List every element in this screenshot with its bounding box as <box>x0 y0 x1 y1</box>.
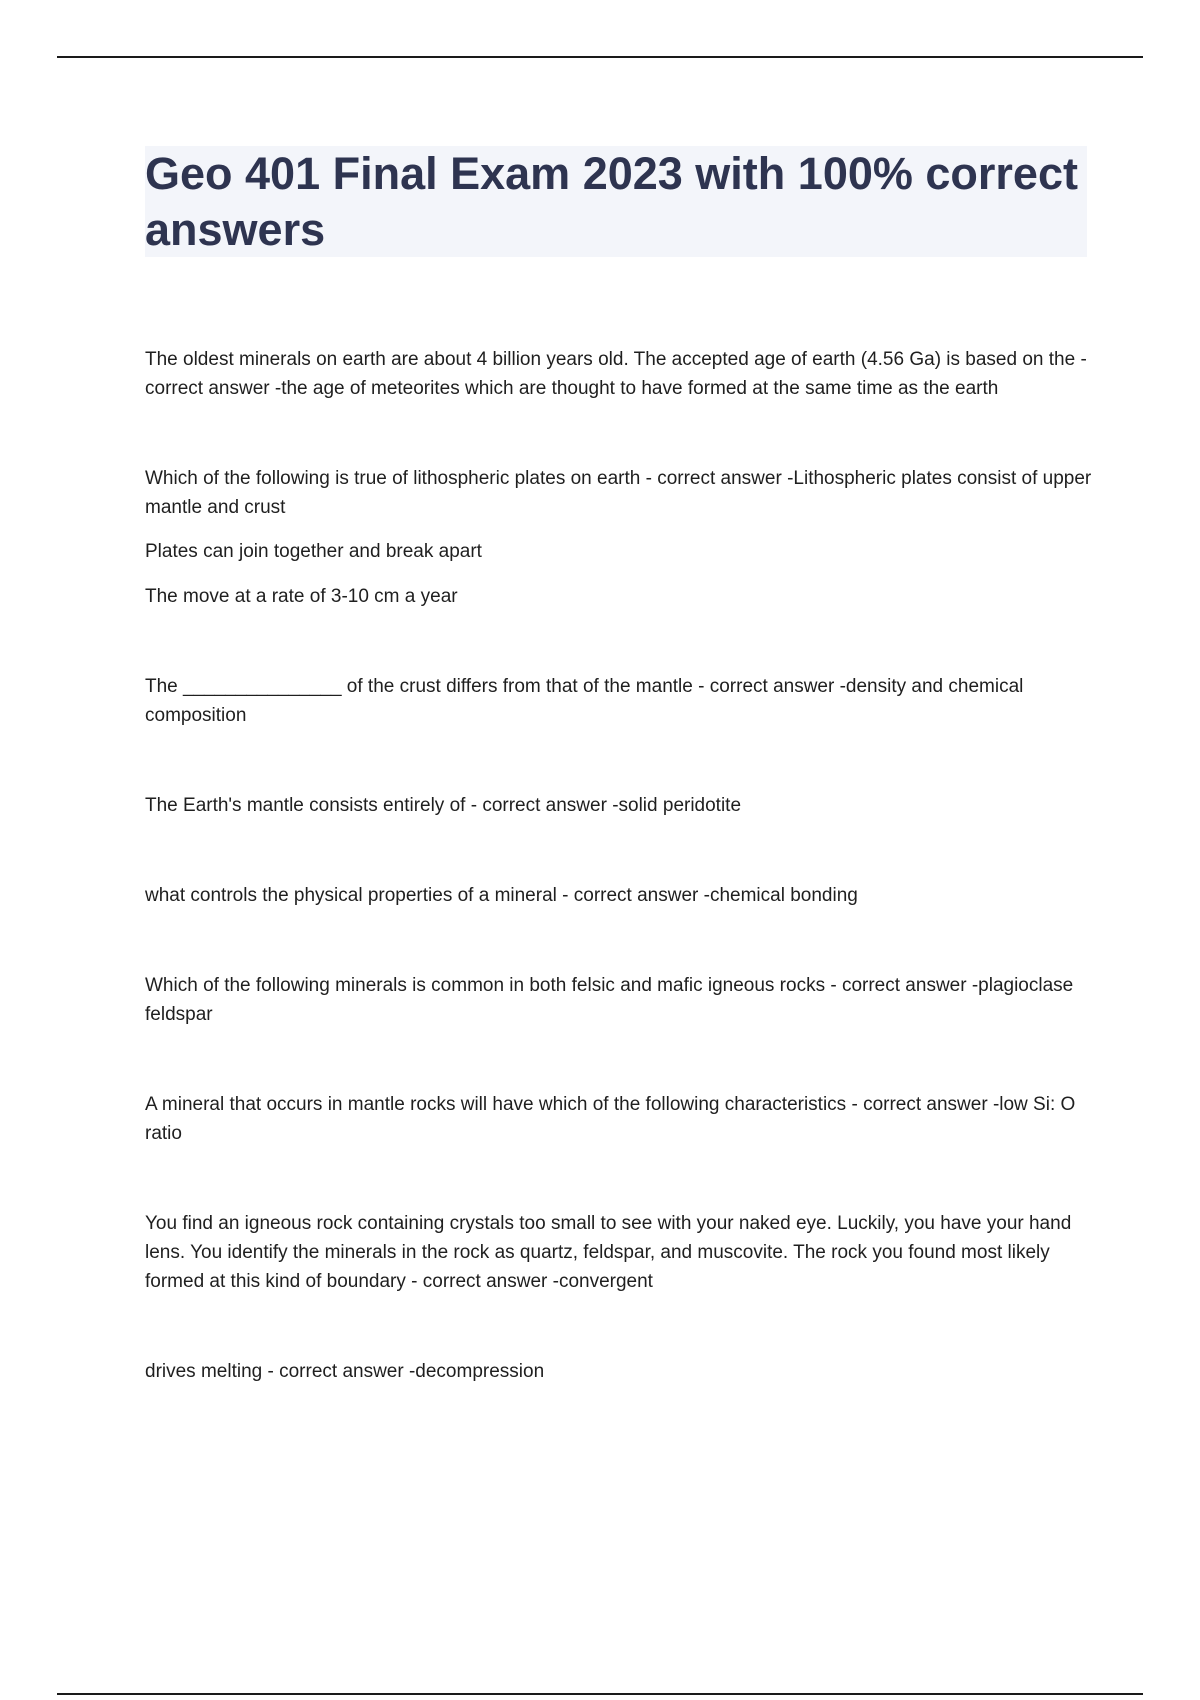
qa-item-2-line-2: Plates can join together and break apart <box>145 541 482 562</box>
title-banner <box>145 146 1087 257</box>
qa-item-1: The oldest minerals on earth are about 4 billion years old. The accepted age of earth (4.56 Ga) is based on the - correct answer -the age of meteorites which are thought to have formed at the same time as the earth <box>145 349 1087 399</box>
qa-item-9: drives melting - correct answer -decompression <box>145 1361 545 1382</box>
qa-item-7: A mineral that occurs in mantle rocks will have which of the following characteristics - correct answer -low Si: O ratio <box>145 1094 1076 1144</box>
qa-item-2-line-3: The move at a rate of 3-10 cm a year <box>145 586 458 607</box>
top-rule <box>57 56 1143 58</box>
qa-item-3: The _______________ of the crust differs from that of the mantle - correct answer -density and chemical composition <box>145 676 1024 726</box>
qa-item-4: The Earth's mantle consists entirely of - correct answer -solid peridotite <box>145 795 742 816</box>
qa-item-5: what controls the physical properties of a mineral - correct answer -chemical bonding <box>145 885 858 906</box>
qa-item-2: Which of the following is true of lithospheric plates on earth - correct answer -Lithospheric plates consist of upper mantle and crust <box>145 468 1092 518</box>
qa-item-6: Which of the following minerals is common in both felsic and mafic igneous rocks - correct answer -plagioclase feldspar <box>145 975 1074 1025</box>
page-title: Geo 401 Final Exam 2023 with 100% correct answers <box>145 148 1078 255</box>
qa-content <box>145 345 1095 1386</box>
bottom-rule <box>57 1693 1143 1695</box>
qa-item-8: You find an igneous rock containing crystals too small to see with your naked eye. Luckily, you have your hand lens. You identify the minerals in the rock as quartz, feldspar, and muscovite. The rock you found most likely formed at this kind of boundary - correct answer -convergent <box>145 1213 1072 1292</box>
